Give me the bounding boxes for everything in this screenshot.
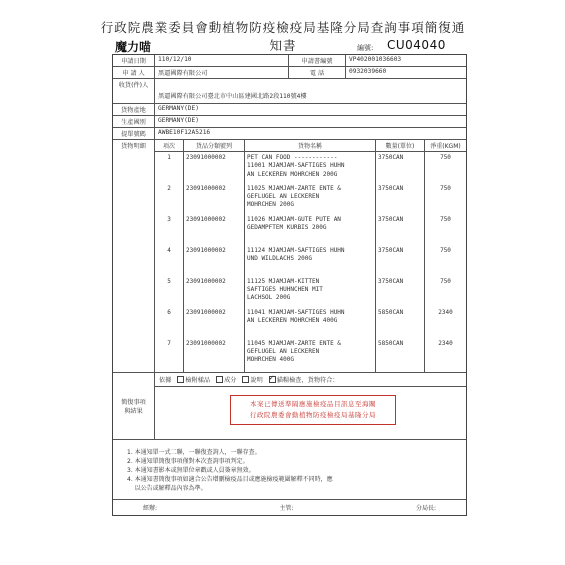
cell-code: 23091000002 [184, 338, 245, 372]
checkbox-icon [177, 376, 184, 383]
check-line [155, 373, 466, 387]
cell-qty: 3750CAN [376, 183, 425, 214]
stamp-area [155, 387, 466, 439]
goods-table [155, 140, 466, 372]
official-stamp [230, 395, 396, 425]
note-3: 3. 本通知書影本或無單位章戳或人員簽章無效。 [127, 466, 255, 474]
table-row [155, 307, 466, 338]
waybill-value: AWBE10F12A5216 [158, 129, 211, 136]
cell-code: 23091000002 [184, 276, 245, 307]
row-notes [113, 440, 466, 500]
cell-net: 750 [440, 246, 451, 254]
cell-name: 11026 MJAMJAM-GUTE PUTE AN GEDAMPFTEM KURBIS 200G [245, 214, 376, 245]
table-row [155, 214, 466, 245]
apply-no-value: VP402001036603 [349, 56, 402, 63]
table-row [155, 245, 466, 276]
cell-name: 11045 MJAMJAM-ZARTE ENTE & GEFLUGEL AN LECKEREN MOHRCHEN 400G [245, 338, 376, 372]
cell-net: 2340 [438, 339, 453, 347]
phone-value: 0932039660 [349, 68, 387, 75]
origin-value: GERMANY(DE) [158, 105, 199, 112]
reply-label: 簡復事項 與結果 [113, 373, 155, 439]
cell-item: 5 [155, 276, 184, 307]
note-1: 1. 本通知單一式二聯，一聯復查詢人，一聯存查。 [127, 448, 261, 456]
row-producer [113, 116, 466, 128]
head-label: 分局長: [415, 504, 436, 512]
row-waybill [113, 128, 466, 140]
document-code: CU04040 [387, 38, 446, 52]
apply-date-value: 110/12/10 [158, 56, 192, 63]
brand-label: 魔力喵 [115, 40, 152, 54]
table-row [155, 183, 466, 214]
row-signatures [113, 500, 466, 515]
supervisor-label: 主管: [279, 504, 294, 512]
origin-label: 貨物產地 [113, 104, 155, 115]
goods-table-wrap [155, 140, 466, 372]
note-4-continued: 以公告或解釋品內容為準。 [127, 484, 207, 492]
apply-date-label: 申請日期 [113, 55, 155, 66]
cell-code: 23091000002 [184, 152, 245, 183]
table-row [155, 152, 466, 183]
row-origin [113, 104, 466, 116]
col-net: 淨重(KGM) [425, 140, 467, 152]
waybill-label: 提單號碼 [113, 128, 155, 139]
producer-value: GERMANY(DE) [158, 117, 199, 124]
table-row [155, 276, 466, 307]
cell-name: 11025 MJAMJAM-ZARTE ENTE & GEFLUGEL AN LECKEREN MOHRCHEN 200G [245, 183, 376, 214]
cell-qty: 3750CAN [376, 214, 425, 245]
col-qty: 數量(單位) [376, 140, 425, 152]
cell-code: 23091000002 [184, 214, 245, 245]
col-name: 貨物名稱 [245, 140, 376, 152]
col-code: 貨品分類號列 [184, 140, 245, 152]
cell-qty: 5850CAN [376, 338, 425, 372]
cell-net: 750 [440, 154, 451, 161]
row-recipient [113, 79, 466, 104]
applicant-value: 黑逼國際有限公司 [158, 70, 208, 77]
goods-header-row [155, 140, 466, 152]
apply-no-label: 申請書編號 [288, 55, 346, 66]
cell-qty: 3750CAN [376, 276, 425, 307]
cell-net: 750 [440, 215, 451, 223]
option-sample: 檢附樣品 [185, 376, 211, 384]
cell-item: 6 [155, 307, 184, 338]
row-goods [113, 140, 466, 373]
document-title: 行政院農業委員會動植物防疫檢疫局基隆分局查詢事項簡復通知書 [100, 20, 466, 53]
checkbox-icon [242, 376, 249, 383]
cell-code: 23091000002 [184, 183, 245, 214]
notice-form [112, 54, 467, 516]
cell-item: 2 [155, 183, 184, 214]
signature-line [113, 500, 466, 515]
checked-checkbox-icon [269, 376, 276, 383]
handler-label: 經辦: [143, 504, 158, 512]
note-4: 4. 本通知書簡復事項如適合公告增刪檢疫品目或應施檢疫範圍解釋不同時，應 [127, 475, 333, 483]
cell-code: 23091000002 [184, 307, 245, 338]
cell-name: 11124 MJAMJAM-SAFTIGES HUHN UND WILDLACHS 200G [245, 245, 376, 276]
reply-content [155, 373, 466, 439]
goods-label: 貨物明細 [113, 140, 155, 372]
option-ingredient: 成分 [224, 376, 237, 384]
checkbox-icon [216, 376, 223, 383]
note-2: 2. 本通知單簡復事項僅對本次查詢事項判定。 [127, 457, 249, 465]
cell-item: 7 [155, 338, 184, 372]
cell-name: 11041 MJAMJAM-SAFTIGES HUHN AN LECKEREN MOHRCHEN 400G [245, 307, 376, 338]
stamp-line-2: 行政院農委會動植物防疫檢疫局基隆分局 [250, 410, 376, 419]
phone-label: 電 話 [288, 67, 346, 78]
cell-name: PET CAN FOOD ------------ 11001 MJAMJAM-SAFTIGES HUHN AN LECKEREN MOHRCHEN 200G [245, 152, 376, 183]
applicant-label: 申 請 人 [113, 67, 155, 78]
recipient-label: 收貨(件)人 [113, 79, 155, 103]
cell-item: 1 [155, 152, 184, 183]
col-item: 項次 [155, 140, 184, 152]
cell-net: 2340 [438, 308, 453, 316]
row-apply-date [113, 55, 466, 67]
document-code-label: 編號: [357, 44, 374, 52]
check-prefix: 依據 [159, 376, 172, 384]
table-row [155, 338, 466, 372]
row-applicant [113, 67, 466, 79]
recipient-value: 黑逼國際有限公司臺北市中山區建國北路2段110號4樓 [158, 93, 307, 100]
option-result: 貓糧檢查，貨物符合： [276, 376, 339, 384]
notes [113, 440, 339, 499]
row-reply [113, 373, 466, 440]
cell-qty: 3750CAN [376, 245, 425, 276]
notice-document [95, 16, 471, 548]
cell-qty: 5850CAN [376, 307, 425, 338]
cell-item: 4 [155, 245, 184, 276]
cell-net: 750 [440, 184, 451, 192]
cell-qty: 3750CAN [376, 152, 425, 183]
cell-name: 11125 MJAMJAM-KITTEN SAFTIGES HUHNCHEN MIT LACHSOL 200G [245, 276, 376, 307]
stamp-line-1: 本案已傳送準隔應施檢疫品目訊息至海關 [250, 399, 376, 408]
option-description: 說明 [250, 376, 263, 384]
cell-code: 23091000002 [184, 245, 245, 276]
producer-label: 生產國別 [113, 116, 155, 127]
cell-item: 3 [155, 214, 184, 245]
cell-net: 750 [440, 277, 451, 285]
